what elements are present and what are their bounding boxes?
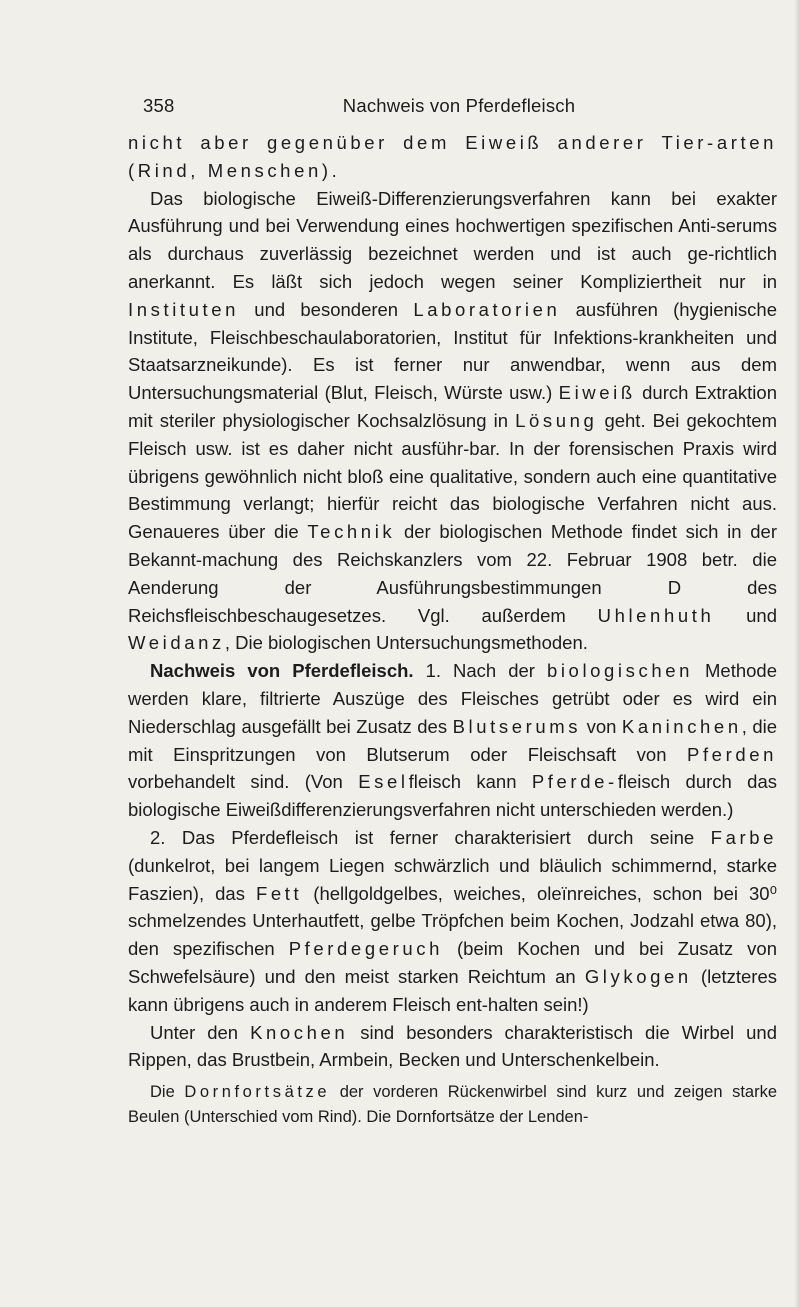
paragraph: [128, 657, 777, 824]
text-run: , die mit Einspritzungen von Blutserum oder Fleischsaft von: [128, 715, 778, 765]
text-run: 1. Nach der: [413, 660, 547, 682]
text-run: fleisch kann: [408, 771, 532, 793]
spaced-emphasis: Laboratorien: [413, 298, 561, 320]
text-run: der biologischen Methode findet sich in der Bekannt-machung des Reichskanzlers vom 22. Februar 1908 betr. die Aenderung der Ausführungsbestimmungen D des Reichsfleischbeschaugesetzes. Vgl. außerdem: [128, 521, 777, 626]
spaced-emphasis: biologischen: [546, 660, 694, 682]
paragraph-small-print: [128, 1080, 777, 1130]
text-run: (dunkelrot, bei langem Liegen schwärzlich und bläulich schimmernd, starke Faszien), das: [128, 854, 777, 904]
spaced-emphasis: Weidanz: [128, 632, 225, 654]
text-run: Das biologische Eiweiß-Differenzierungsverfahren kann bei exakter Ausführung und bei Verwendung eines hochwertigen spezifischen Anti-serums als durchaus zuverlässig bezeichnet werden und ist auch ge-richtlich anerkannt. Es läßt sich jedoch wegen seiner Kompliziertheit nur in: [128, 187, 777, 292]
spaced-emphasis: Pferde-: [531, 771, 618, 793]
paragraph: [128, 1019, 777, 1075]
spaced-emphasis: Glykogen: [584, 965, 692, 987]
spaced-emphasis: Dornfortsätze: [184, 1083, 331, 1102]
page-number: 358: [143, 95, 175, 116]
spaced-emphasis: Eiweiß: [558, 382, 636, 404]
text-run: , Die biologischen Untersuchungsmethoden.: [224, 632, 588, 654]
spaced-emphasis: nicht aber gegenüber dem Eiweiß anderer Tier-arten (Rind, Menschen).: [128, 132, 777, 181]
paragraph: [128, 185, 777, 658]
spaced-emphasis: Esel: [358, 771, 409, 793]
spaced-emphasis: Lösung: [515, 409, 598, 431]
section-heading: Nachweis von Pferdefleisch.: [150, 660, 414, 682]
spaced-emphasis: Kaninchen: [621, 715, 742, 737]
text-run: 2. Das Pferdefleisch ist ferner charakterisiert durch seine: [150, 826, 711, 848]
text-run: (letzteres kann übrigens auch in anderem Fleisch ent-halten sein!): [128, 965, 777, 1015]
text-run: geht. Bei gekochtem Fleisch usw. ist es daher nicht ausführ-bar. In der forensischen Praxis wird übrigens gewöhnlich nicht bloß eine qualitative, sondern auch eine quantitative Bestimmung verlangt; hierfür reicht das biologische Verfahren nicht aus. Genaueres über die: [128, 409, 777, 543]
running-header: [143, 95, 775, 121]
spaced-emphasis: Farbe: [710, 826, 777, 848]
text-run: fleisch durch das biologische Eiweißdifferenzierungsverfahren nicht unterschieden werden.): [128, 771, 777, 821]
spaced-emphasis: Pferden: [687, 743, 777, 765]
text-run: der vorderen Rückenwirbel sind kurz und zeigen starke Beulen (Unterschied vom Rind). Die Dornfortsätze der Lenden-: [128, 1083, 778, 1127]
spaced-emphasis: Knochen: [250, 1021, 349, 1043]
text-run: Die: [150, 1083, 185, 1102]
spaced-emphasis: Blutserums: [452, 715, 582, 737]
paragraph: [128, 129, 777, 185]
text-run: durch Extraktion mit steriler physiologischer Kochsalzlösung in: [128, 382, 777, 431]
text-run: Unter den: [150, 1021, 251, 1043]
spaced-emphasis: Pferdegeruch: [288, 938, 443, 960]
text-run: von: [581, 715, 622, 737]
spaced-emphasis: Instituten: [128, 298, 240, 320]
body-text: [128, 129, 777, 1130]
text-run: (beim Kochen und bei Zusatz von Schwefelsäure) und den meist starken Reichtum an: [128, 938, 778, 987]
text-run: ausführen (hygienische Institute, Fleischbeschaulaboratorien, Institut für Infektions-krankheiten und Staatsarzneikunde). Es ist ferner nur anwendbar, wenn aus dem Untersuchungsmaterial (Blut, Fleisch, Würste usw.): [128, 298, 777, 404]
text-run: Methode werden klare, filtrierte Auszüge des Fleisches getrübt oder es wird ein Niederschlag ausgefällt bei Zusatz des: [128, 660, 778, 737]
text-run: und besonderen: [239, 298, 414, 320]
page-edge-shadow: [794, 0, 800, 1307]
text-run: (hellgoldgelbes, weiches, oleïnreiches, schon bei 30⁰ schmelzendes Unterhautfett, gelbe Tröpfchen beim Kochen, Jodzahl etwa 80), den spezifischen: [128, 882, 777, 960]
spaced-emphasis: Fett: [255, 882, 303, 904]
text-run: sind besonders charakteristisch die Wirbel und Rippen, das Brustbein, Armbein, Becken und Unterschenkelbein.: [128, 1021, 777, 1071]
paragraph: [128, 824, 777, 1019]
running-title: Nachweis von Pferdefleisch: [342, 95, 576, 116]
text-run: vorbehandelt sind. (Von: [128, 771, 359, 793]
spaced-emphasis: Technik: [307, 521, 396, 543]
spaced-emphasis: Uhlenhuth: [597, 604, 715, 626]
text-run: und: [714, 604, 777, 626]
